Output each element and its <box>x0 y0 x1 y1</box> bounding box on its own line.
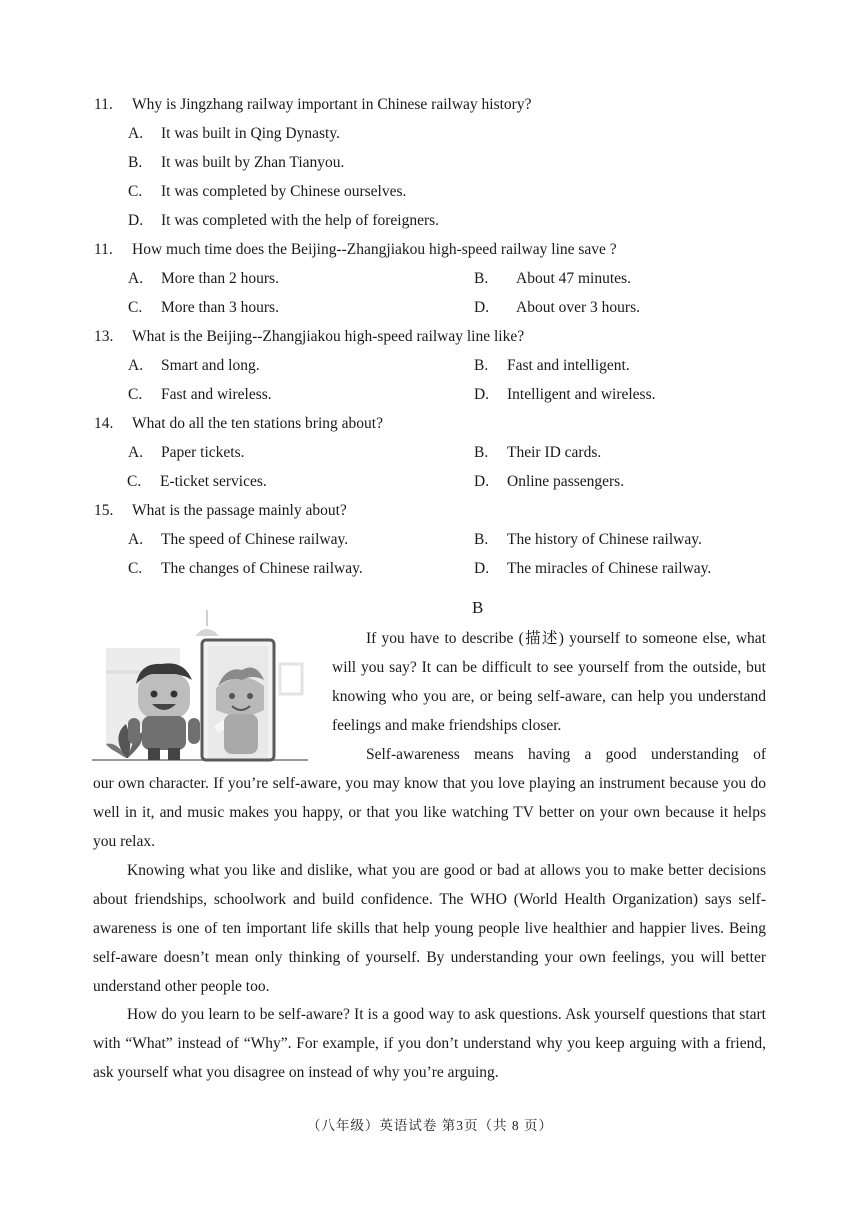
option-letter: C. <box>128 183 143 200</box>
option-text: The changes of Chinese railway. <box>161 560 363 577</box>
option <box>474 560 711 578</box>
option-text: Smart and long. <box>161 357 260 374</box>
option <box>128 183 406 201</box>
section-heading: B <box>472 598 484 617</box>
option <box>128 299 279 317</box>
option-letter: A. <box>128 531 144 548</box>
option-letter: C. <box>128 299 143 316</box>
lamp-icon <box>195 629 219 636</box>
mirror-illustration <box>92 610 308 762</box>
option-text: Paper tickets. <box>161 444 245 461</box>
option <box>474 444 601 462</box>
option <box>128 270 279 288</box>
option <box>128 154 344 172</box>
question-stem <box>94 241 617 259</box>
option-text: More than 2 hours. <box>161 270 279 287</box>
option-text: It was built by Zhan Tianyou. <box>161 154 345 171</box>
option <box>128 125 340 143</box>
option-letter: B. <box>474 444 489 461</box>
question-stem <box>94 328 524 346</box>
option <box>474 386 656 404</box>
question-text: Why is Jingzhang railway important in Chinese railway history? <box>132 96 532 113</box>
option-letter: C. <box>127 473 142 490</box>
question-stem <box>94 415 383 433</box>
option-letter: A. <box>128 444 144 461</box>
option-text: About 47 minutes. <box>516 270 631 287</box>
option <box>128 444 245 462</box>
option <box>128 212 439 230</box>
option <box>128 560 363 578</box>
option-text: It was completed by Chinese ourselves. <box>161 183 407 200</box>
option-text: Fast and intelligent. <box>507 357 630 374</box>
boy-body <box>142 716 186 750</box>
option-text: It was completed with the help of foreigners. <box>161 212 440 229</box>
question-text: What is the passage mainly about? <box>132 502 347 519</box>
option <box>474 473 624 491</box>
paragraph: Knowing what you like and dislike, what you are good or bad at allows you to make better decisions about friendships, schoolwork and build confidence. The WHO (World Health Organization) says self-awareness is one of ten important life skills that help young people live healthier and happier lives. Being self-aware doesn’t mean only thinking of yourself. By understanding your own feelings, you will better understand other people too. <box>93 862 766 995</box>
question-number: 11. <box>94 96 113 113</box>
option-text: Online passengers. <box>507 473 625 490</box>
paragraph: How do you learn to be self-aware? It is a good way to ask questions. Ask yourself questions that start with “What” instead of “Why”. For example, if you don’t understand why you keep arguing with a friend, ask yourself what you disagree on instead of why you’re arguing. <box>93 1006 766 1081</box>
question-number: 15. <box>94 502 114 519</box>
option <box>128 531 348 549</box>
option-letter: B. <box>474 531 489 548</box>
option-text: The speed of Chinese railway. <box>161 531 349 548</box>
option-text: Fast and wireless. <box>161 386 272 403</box>
question-text: What do all the ten stations bring about? <box>132 415 383 432</box>
option-letter: D. <box>474 386 490 403</box>
paragraph: If you have to describe (描述) yourself to someone else, what will you say? It can be difficult to see yourself from the outside, but knowing who you are, or being self-aware, can help you understand feelings and make friendships closer. <box>332 630 766 734</box>
option-text: The miracles of Chinese railway. <box>507 560 712 577</box>
option-letter: C. <box>128 560 143 577</box>
option <box>127 473 267 491</box>
option-text: The history of Chinese railway. <box>507 531 702 548</box>
option-text: Their ID cards. <box>507 444 602 461</box>
page-footer: （八年级）英语试卷 第3页（共 8 页） <box>306 1118 554 1133</box>
option-letter: D. <box>474 473 490 490</box>
option <box>474 357 630 375</box>
option-text: About over 3 hours. <box>516 299 640 316</box>
option-text: E-ticket services. <box>160 473 267 490</box>
option <box>474 270 631 288</box>
option-letter: B. <box>474 357 489 374</box>
paragraph: our own character. If you’re self-aware, you may know that you love playing an instrument because you do well in it, and music makes you happy, or that you like watching TV better on your own because it helps you relax. <box>93 775 766 850</box>
option-letter: A. <box>128 125 144 142</box>
option-letter: D. <box>474 299 490 316</box>
option-text: More than 3 hours. <box>161 299 279 316</box>
option <box>128 357 260 375</box>
option-text: It was built in Qing Dynasty. <box>161 125 340 142</box>
question-number: 14. <box>94 415 114 432</box>
question-stem <box>94 502 347 520</box>
option-letter: D. <box>128 212 144 229</box>
question-text: What is the Beijing--Zhangjiakou high-speed railway line like? <box>132 328 525 345</box>
option-letter: B. <box>128 154 143 171</box>
option-letter: A. <box>128 357 144 374</box>
option-letter: A. <box>128 270 144 287</box>
question-stem <box>94 96 531 114</box>
question-text: How much time does the Beijing--Zhangjiakou high-speed railway line save ? <box>132 241 617 258</box>
option-letter: B. <box>474 270 489 287</box>
option <box>128 386 272 404</box>
option-letter: D. <box>474 560 490 577</box>
question-number: 11. <box>94 241 113 258</box>
option-text: Intelligent and wireless. <box>507 386 656 403</box>
question-number: 13. <box>94 328 114 345</box>
option <box>474 299 640 317</box>
boy-head <box>138 674 190 718</box>
paragraph: Self-awareness means having a good understanding of <box>366 746 766 763</box>
option <box>474 531 702 549</box>
option-letter: C. <box>128 386 143 403</box>
